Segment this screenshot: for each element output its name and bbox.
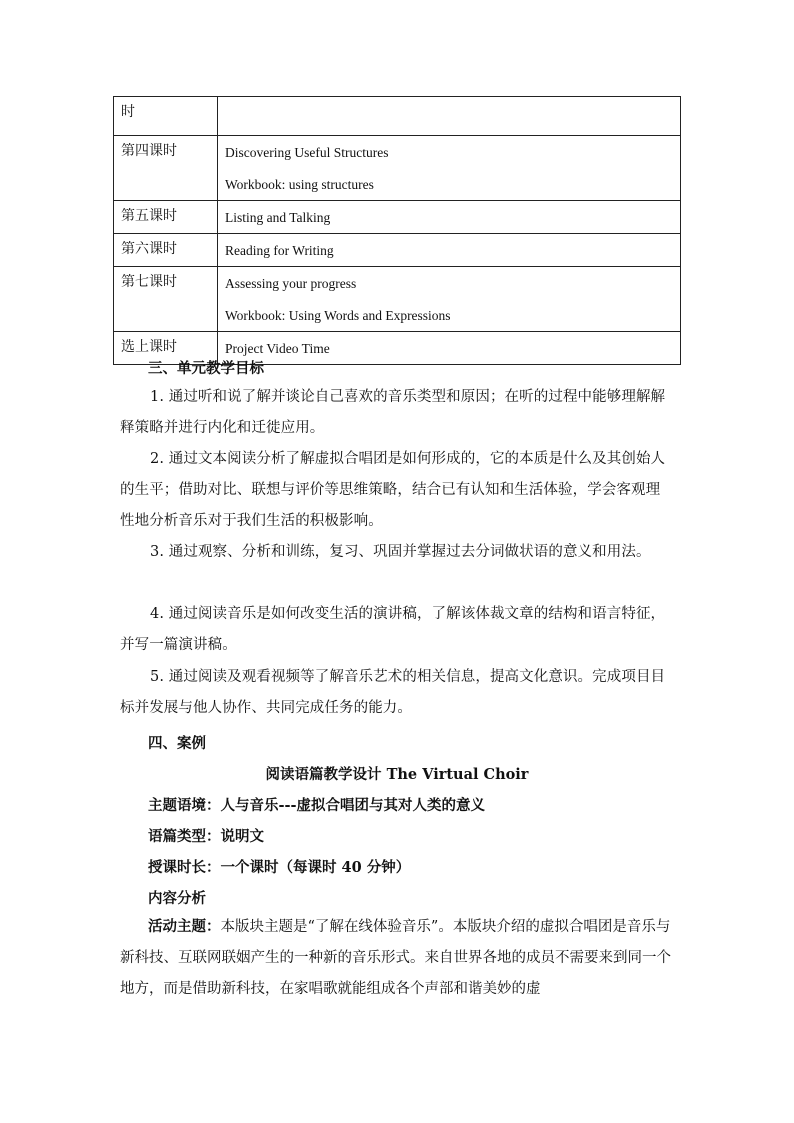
lesson-label: 选上课时 [114, 332, 218, 365]
lesson-content-line: Assessing your progress [225, 276, 357, 291]
table-row [114, 97, 681, 136]
lesson-schedule-table [113, 96, 681, 365]
section-heading-case: 四、案例 [148, 735, 206, 752]
text-type: 语篇类型：说明文 [148, 828, 264, 845]
lesson-content [218, 201, 681, 234]
section-heading-objectives: 三、单元教学目标 [148, 360, 264, 377]
content-analysis-heading: 内容分析 [148, 890, 206, 907]
theme-context: 主题语境：人与音乐---虚拟合唱团与其对人类的意义 [148, 797, 486, 814]
activity-theme-text: 本版块主题是“了解在线体验音乐”。本版块介绍的虚拟合唱团是音乐与新科技、互联网联姻产生的一种新的音乐形式。来自世界各地的成员不需要来到同一个地方，而是借助新科技，在家唱歌就能组成各个声部和谐美妙的虚 [120, 919, 671, 997]
lesson-duration: 授课时长：一个课时（每课时 40 分钟） [148, 859, 411, 876]
lesson-content-line: Discovering Useful Structures [225, 145, 389, 160]
activity-theme-label: 活动主题： [148, 918, 221, 935]
lesson-content-line: Workbook: Using Words and Expressions [225, 308, 451, 323]
lesson-label: 时 [114, 97, 218, 136]
table-row [114, 267, 681, 332]
lesson-content [218, 332, 681, 365]
lesson-content-line: Workbook: using structures [225, 177, 374, 192]
lesson-content [218, 97, 681, 136]
lesson-content [218, 267, 681, 332]
table-row [114, 201, 681, 234]
lesson-content [218, 234, 681, 267]
table-row [114, 234, 681, 267]
lesson-label: 第四课时 [114, 136, 218, 201]
lesson-content-line: Listing and Talking [225, 210, 331, 225]
lesson-content [218, 136, 681, 201]
lesson-label: 第五课时 [114, 201, 218, 234]
objective-item: 3. 通过观察、分析和训练，复习、巩固并掌握过去分词做状语的意义和用法。 [150, 544, 651, 560]
table-row [114, 136, 681, 201]
lesson-label: 第七课时 [114, 267, 218, 332]
activity-theme-paragraph [120, 911, 676, 1005]
objective-item: 4. 通过阅读音乐是如何改变生活的演讲稿，了解该体裁文章的结构和语言特征，并写一篇演讲稿。 [120, 606, 666, 653]
lesson-content-line: Project Video Time [225, 341, 330, 356]
lesson-content-line: Reading for Writing [225, 243, 334, 258]
case-title: 阅读语篇教学设计 The Virtual Choir [265, 766, 529, 783]
objective-item: 1. 通过听和说了解并谈论自己喜欢的音乐类型和原因；在听的过程中能够理解解释策略并进行内化和迁徙应用。 [120, 389, 666, 436]
objective-item: 5. 通过阅读及观看视频等了解音乐艺术的相关信息，提高文化意识。完成项目目标并发展与他人协作、共同完成任务的能力。 [120, 669, 666, 716]
objective-item: 2. 通过文本阅读分析了解虚拟合唱团是如何形成的，它的本质是什么及其创始人的生平；借助对比、联想与评价等思维策略，结合已有认知和生活体验，学会客观理性地分析音乐对于我们生活的积极影响。 [120, 451, 666, 529]
lesson-label: 第六课时 [114, 234, 218, 267]
